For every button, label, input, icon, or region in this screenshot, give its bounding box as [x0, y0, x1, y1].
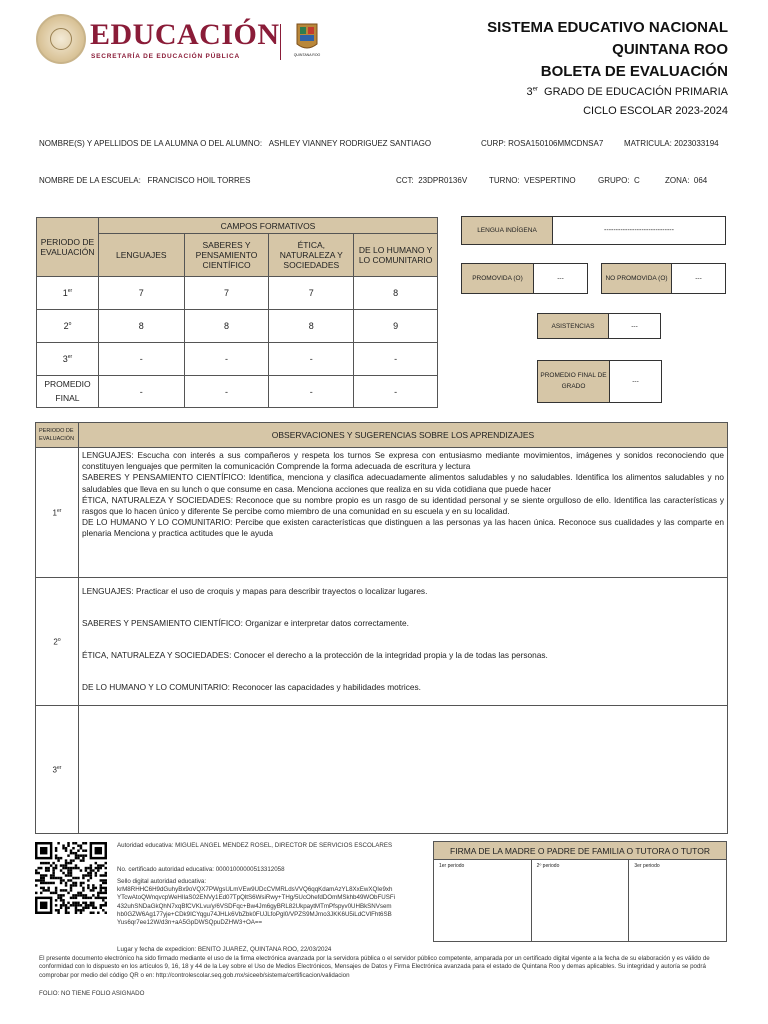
grade-cell: -: [354, 343, 438, 376]
obs-text-cell: [79, 578, 728, 706]
student-name-row: [39, 139, 431, 148]
col-etica: ÉTICA, NATURALEZA Y SOCIEDADES: [269, 234, 354, 277]
grade-cell: 7: [184, 277, 269, 310]
obs-humano: DE LO HUMANO Y LO COMUNITARIO: Reconocer las capacidades y habilidades motrices.: [82, 682, 421, 692]
grade-cell: -: [269, 343, 354, 376]
period-suffix: er: [67, 288, 73, 294]
obs-period-cell: [36, 448, 79, 578]
period-number: 3: [62, 354, 68, 364]
obs-period-header: PERIODO DE EVALUACIÓN: [36, 423, 79, 448]
mexico-seal-logo: [36, 14, 86, 64]
grades-row-1: [37, 277, 438, 310]
obs-saberes: SABERES Y PENSAMIENTO CIENTÍFICO: Organizar e interpretar datos correctamente.: [82, 618, 409, 628]
obs-humano: DE LO HUMANO Y LO COMUNITARIO: Percibe que existen características que distinguen a las personas ya las hacen única. Reconoce sus cualidades y las comparte en plenaria Menciona y practica actitudes que le ayuda: [82, 517, 724, 539]
col-lenguajes: LENGUAJES: [98, 234, 184, 277]
grupo-value: C: [634, 176, 640, 185]
zona-row: [665, 176, 707, 185]
grade-cell: 8: [354, 277, 438, 310]
folio-text: FOLIO: NO TIENE FOLIO ASIGNADO: [39, 990, 145, 997]
promedio-cell: -: [269, 376, 354, 408]
student-name-label: NOMBRE(S) Y APELLIDOS DE LA ALUMNA O DEL ALUMNO:: [39, 139, 263, 148]
obs-text-cell: [79, 448, 728, 578]
grade-text: GRADO DE EDUCACIÓN PRIMARIA: [544, 86, 728, 98]
curp-value: ROSA150106MMCDNSA7: [508, 139, 604, 148]
period-number: 1: [52, 508, 57, 518]
firma-periodo-1: 1er periodo: [434, 860, 532, 942]
grade-cell: 9: [354, 310, 438, 343]
grade-cell: -: [184, 343, 269, 376]
header-title-line3: BOLETA DE EVALUACIÓN: [540, 63, 728, 80]
legal-notice: El presente documento electrónico ha sido firmado mediante el uso de la firma electrónica avanzada por la servidora pública o el servidor público competente, amparada por un certificado digital vigente a la fecha de su elaboración y es válido de conformidad con lo dispuesto en los artículos 9, 16, 18 y 44 de la Ley sobre el Uso de Medios Electrónicos, Mensajes de Datos y Firma Electrónica avanzada para el estado de Quintana Roo y demas aplicables. Su integridad y autoría se podrá comprobar por medio del código QR o en: http://controlescolar.seq.gob.mx/siceeb/sistema/certificacion/validacion: [39, 955, 710, 979]
firma-tutor-box: [433, 841, 727, 942]
campos-formativos-header: CAMPOS FORMATIVOS: [98, 218, 437, 234]
grades-row-promedio: [37, 376, 438, 408]
period-cell: [37, 343, 99, 376]
header-title-line2: QUINTANA ROO: [612, 41, 728, 58]
period-number: 2: [53, 637, 58, 647]
period-suffix: er: [57, 764, 62, 771]
grade-cell: 8: [269, 310, 354, 343]
obs-header: OBSERVACIONES Y SUGERENCIAS SOBRE LOS APRENDIZAJES: [79, 423, 728, 448]
sello-digital: krM8RHHC6H9dGuhyBx9oVQX7PWgsULmVEw9UDcCVMRLdsVVQ6qqKdamAzYL8XxEwXQIe9xhYTcwAtoQWnqvcpWeHIlaS02ENVy1Ed07TpQltS6WsiRwy+THg/5UcOhefdDOmMSkhb49WObFUSFi432uhSNDaGkQhN7xqBfCVKLvu/y/6VSDFqc+Bw4Jm6gyBRL82UkpaytMTmPfspyv0UHBkSNVsemhb0GZW6Ag177yje+CDk9ICYqgu74JHLk6VbZbk0FUJLfoPgl0/VPZS9MJrno3JKK6U5iLdCVlFht6SBYus6qr7ee12W/d3n+aA5GpDWSQpuDZHW3+OA==: [117, 886, 396, 927]
lengua-indigena-label: LENGUA INDÍGENA: [461, 216, 553, 245]
logo-divider: [280, 24, 281, 60]
promedio-cell: -: [184, 376, 269, 408]
grupo-label: GRUPO:: [598, 176, 630, 185]
grade-cell: 8: [98, 310, 184, 343]
obs-lenguajes: LENGUAJES: Practicar el uso de croquis y mapas para describir trayectos o localizar lugares.: [82, 586, 428, 596]
promedio-cell: -: [98, 376, 184, 408]
grade-number: 3: [526, 86, 533, 98]
zona-label: ZONA:: [665, 176, 690, 185]
grade-suffix: er: [532, 86, 538, 93]
grades-table: [36, 217, 438, 408]
student-name: ASHLEY VIANNEY RODRIGUEZ SANTIAGO: [268, 139, 432, 148]
period-number: 1: [62, 288, 68, 298]
header-grade: [526, 86, 728, 98]
obs-row-2: [36, 578, 728, 706]
obs-saberes: SABERES Y PENSAMIENTO CIENTÍFICO: Identifica, menciona y clasifica adecuadamente alimentos saludables y no saludables. Identifica los alimentos saludables y no saludables que lleva en su lunch o que consume en casa. Menciona acciones que realiza en su vida cotidiana que puede hacer: [82, 472, 724, 494]
col-humano: DE LO HUMANO Y LO COMUNITARIO: [354, 234, 438, 277]
promedio-final-grado-label: PROMEDIO FINAL DE GRADO: [537, 360, 610, 403]
turno-row: [489, 176, 576, 185]
promedio-cell: -: [354, 376, 438, 408]
asistencias-value: ---: [608, 313, 661, 339]
period-suffix: o: [57, 636, 61, 643]
curp-row: [481, 139, 603, 148]
lugar-fecha: Lugar y fecha de expedicion: BENITO JUAREZ, QUINTANA ROO, 22/03/2024: [117, 946, 332, 953]
period-number: 3: [52, 765, 57, 775]
matricula-row: [624, 139, 719, 148]
obs-row-3: [36, 706, 728, 834]
firma-periodo-2: 2º periodo: [532, 860, 630, 942]
firma-periodo-3: 3er periodo: [634, 863, 660, 869]
observations-table: [35, 422, 728, 834]
certificado-text: No. certificado autoridad educativa: 00001000000513312058: [117, 866, 285, 873]
turno-label: TURNO:: [489, 176, 520, 185]
period-suffix: er: [57, 507, 62, 514]
period-number: 2: [63, 321, 69, 331]
grade-cell: 7: [98, 277, 184, 310]
promovida-value: ---: [533, 263, 588, 294]
school-label: NOMBRE DE LA ESCUELA:: [39, 176, 141, 185]
obs-lenguajes: LENGUAJES: Escucha con interés a sus compañeros y respeta los turnos Se expresa con entusiasmo mediante movimientos, imágenes y sonidos reconociendo que constituyen lenguajes que permiten la comunicación Comprende la forma adecuada de escritura y lectura: [82, 450, 724, 472]
grade-cell: 8: [184, 310, 269, 343]
period-suffix: o: [68, 321, 72, 327]
period-cell: [37, 310, 99, 343]
turno-value: VESPERTINO: [524, 176, 576, 185]
grade-cell: 7: [269, 277, 354, 310]
grades-period-header: PERIODO DE EVALUACIÓN: [37, 218, 99, 277]
no-promovida-label: NO PROMOVIDA (O): [601, 263, 672, 294]
obs-period-cell: [36, 706, 79, 834]
period-suffix: er: [67, 354, 73, 360]
no-promovida-value: ---: [671, 263, 726, 294]
cct-value: 23DPR0136V: [418, 176, 468, 185]
grades-row-3: [37, 343, 438, 376]
zona-value: 064: [693, 176, 708, 185]
obs-etica: ÉTICA, NATURALEZA Y SOCIEDADES: Reconoce que su nombre propio es un rasgo de su identidad personal y se siente orgulloso de ello. Identifica las características y rasgos que lo hacen único y diferente Se percibe como miembro de una comunidad en su escuela y en su localidad.: [82, 494, 724, 516]
firma-header: FIRMA DE LA MADRE O PADRE DE FAMILIA O TUTORA O TUTOR: [434, 842, 726, 860]
header-title-line1: SISTEMA EDUCATIVO NACIONAL: [487, 19, 728, 36]
obs-etica: ÉTICA, NATURALEZA Y SOCIEDADES: Conocer el derecho a la protección de la integridad propia y la de todas las personas.: [82, 650, 548, 660]
cct-label: CCT:: [396, 176, 414, 185]
sello-label: Sello digital autoridad educativa:: [117, 878, 207, 885]
header-cycle: CICLO ESCOLAR 2023-2024: [583, 105, 728, 117]
promedio-final-grado-value: ---: [609, 360, 662, 403]
obs-text-cell-empty: [79, 706, 728, 834]
educacion-logo-text: EDUCACIÓN: [90, 18, 280, 51]
qr-code: [35, 842, 107, 914]
sep-logo-subtitle: SECRETARÍA DE EDUCACIÓN PÚBLICA: [91, 53, 241, 60]
col-saberes: SABERES Y PENSAMIENTO CIENTÍFICO: [184, 234, 269, 277]
obs-period-cell: [36, 578, 79, 706]
quintana-roo-logo: [294, 22, 320, 60]
cct-row: [396, 176, 467, 185]
grupo-row: [598, 176, 640, 185]
school-name: FRANCISCO HOIL TORRES: [147, 176, 251, 185]
promedio-final-label: PROMEDIO FINAL: [37, 376, 99, 408]
curp-label: CURP:: [481, 139, 506, 148]
matricula-label: MATRICULA:: [624, 139, 672, 148]
grades-row-2: [37, 310, 438, 343]
promovida-label: PROMOVIDA (O): [461, 263, 534, 294]
asistencias-label: ASISTENCIAS: [537, 313, 609, 339]
school-row: [39, 176, 250, 185]
quintana-roo-label: QUINTANA ROO: [293, 53, 321, 57]
grade-cell: -: [98, 343, 184, 376]
obs-row-1: [36, 448, 728, 578]
lengua-indigena-value: ------------------------------: [552, 216, 726, 245]
matricula-value: 2023033194: [674, 139, 719, 148]
period-cell: [37, 277, 99, 310]
autoridad-text: Autoridad educativa: MIGUEL ANGEL MENDEZ ROSEL, DIRECTOR DE SERVICIOS ESCOLARES: [117, 842, 393, 849]
